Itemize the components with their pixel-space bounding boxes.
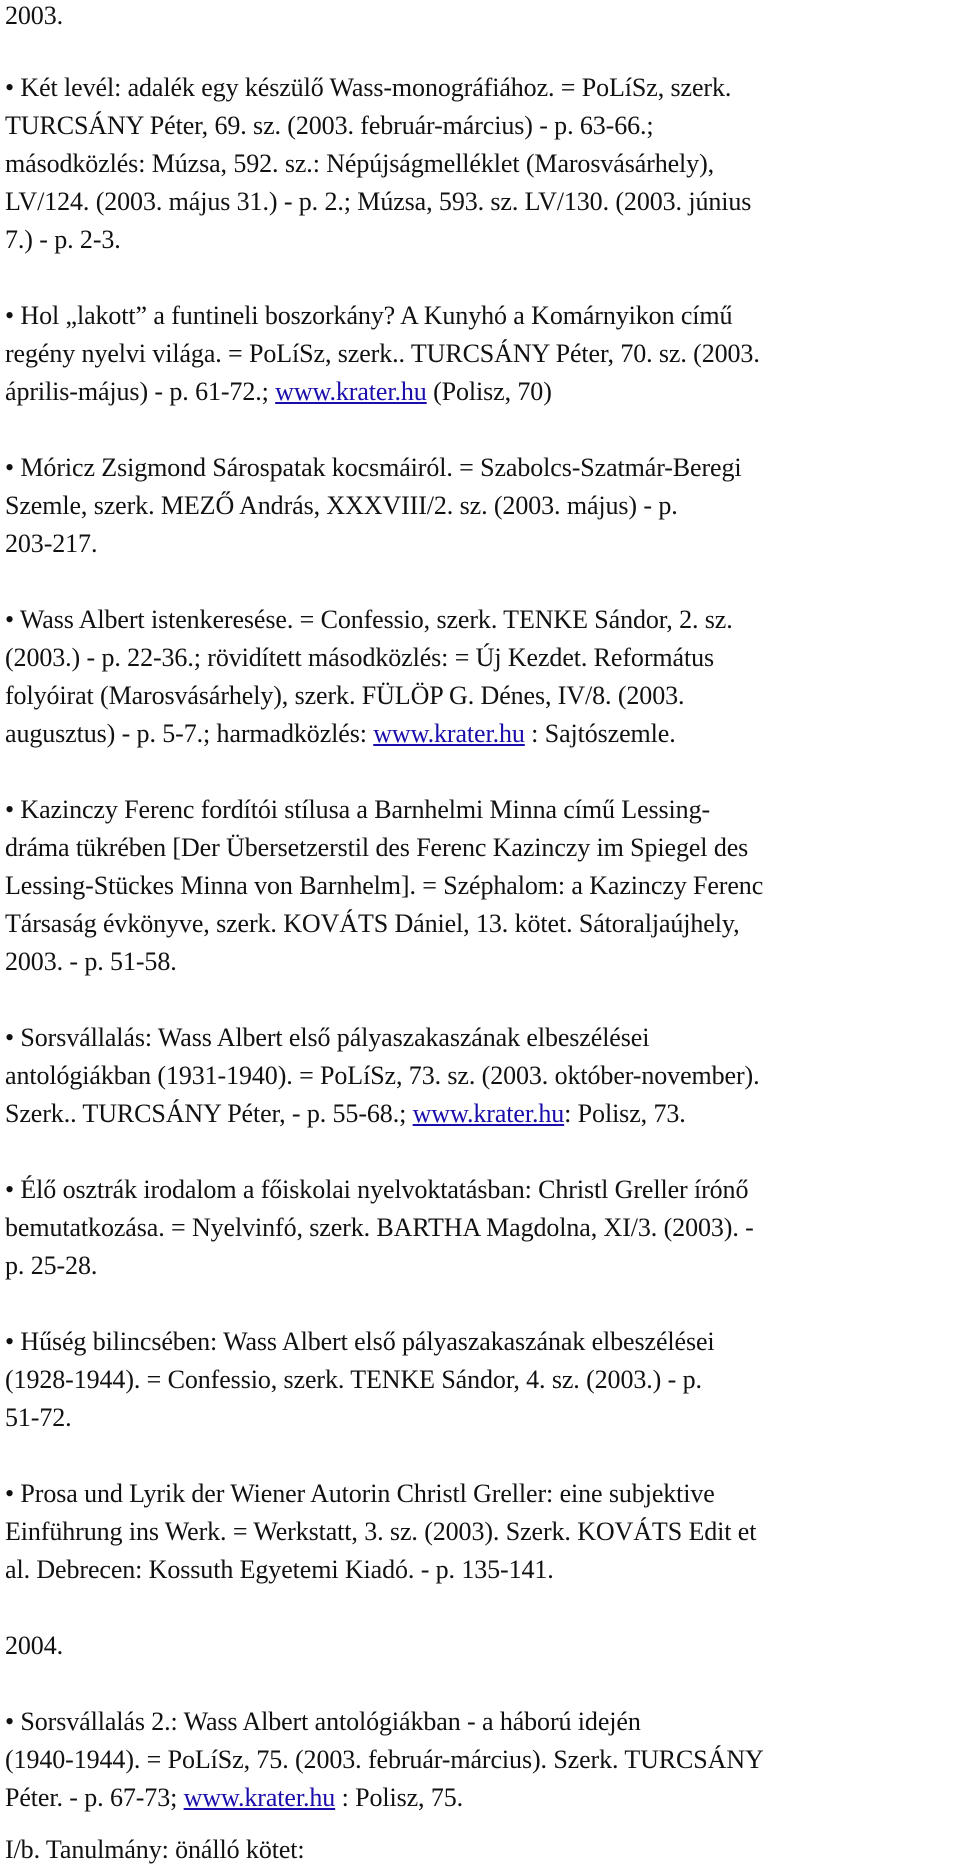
text-segment: • Sorsvállalás 2.: Wass Albert antológiákban - a háború idején bbox=[5, 1707, 641, 1736]
text-line bbox=[5, 376, 552, 408]
text-line bbox=[5, 1326, 715, 1358]
text-line bbox=[5, 72, 731, 104]
text-line bbox=[5, 1402, 72, 1434]
text-segment: Péter. - p. 67-73; bbox=[5, 1783, 184, 1812]
text-segment: • Hűség bilincsében: Wass Albert első pályaszakaszának elbeszélései bbox=[5, 1327, 715, 1356]
text-line bbox=[5, 1250, 97, 1282]
text-segment: • Móricz Zsigmond Sárospatak kocsmáiról. = Szabolcs-Szatmár-Beregi bbox=[5, 453, 742, 482]
text-segment: : Polisz, 75. bbox=[335, 1783, 464, 1812]
text-segment: regény nyelvi világa. = PoLíSz, szerk.. TURCSÁNY Péter, 70. sz. (2003. bbox=[5, 339, 760, 368]
text-segment: folyóirat (Marosvásárhely), szerk. FÜLÖP G. Dénes, IV/8. (2003. bbox=[5, 681, 685, 710]
text-line bbox=[5, 1022, 649, 1054]
text-segment: Szemle, szerk. MEZŐ András, XXXVIII/2. sz. (2003. május) - p. bbox=[5, 491, 678, 520]
text-line bbox=[5, 946, 177, 978]
text-line bbox=[5, 1782, 463, 1814]
text-segment: augusztus) - p. 5-7.; harmadközlés: bbox=[5, 719, 374, 748]
krater-link[interactable]: www.krater.hu bbox=[412, 1099, 565, 1128]
text-line bbox=[5, 452, 742, 484]
text-line bbox=[5, 718, 676, 750]
text-segment: (Polisz, 70) bbox=[426, 377, 552, 406]
text-segment: antológiákban (1931-1940). = PoLíSz, 73. sz. (2003. október-november). bbox=[5, 1061, 760, 1090]
text-segment: : Polisz, 73. bbox=[564, 1099, 686, 1128]
text-segment: másodközlés: Múzsa, 592. sz.: Népújságmelléklet (Marosvásárhely), bbox=[5, 149, 715, 178]
text-segment: Társaság évkönyve, szerk. KOVÁTS Dániel, 13. kötet. Sátoraljaújhely, bbox=[5, 909, 740, 938]
text-segment: 2004. bbox=[5, 1631, 64, 1660]
text-line bbox=[5, 224, 121, 256]
text-line bbox=[5, 490, 678, 522]
text-segment: • Két levél: adalék egy készülő Wass-monográfiához. = PoLíSz, szerk. bbox=[5, 73, 732, 102]
text-segment: (2003.) - p. 22-36.; rövidített másodközlés: = Új Kezdet. Református bbox=[5, 643, 714, 672]
text-line bbox=[5, 1174, 748, 1206]
text-segment: 2003. bbox=[5, 1, 64, 30]
text-segment: I/b. Tanulmány: önálló kötet: bbox=[5, 1835, 305, 1864]
text-segment: • Hol „lakott” a funtineli boszorkány? A Kunyhó a Komárnyikon című bbox=[5, 301, 733, 330]
text-segment: • Sorsvállalás: Wass Albert első pályaszakaszának elbeszélései bbox=[5, 1023, 650, 1052]
text-segment: • Wass Albert istenkeresése. = Confessio, szerk. TENKE Sándor, 2. sz. bbox=[5, 605, 733, 634]
text-line bbox=[5, 794, 710, 826]
text-line bbox=[5, 338, 760, 370]
text-line bbox=[5, 1098, 686, 1130]
text-line bbox=[5, 870, 763, 902]
text-line bbox=[5, 1516, 756, 1548]
text-line bbox=[5, 148, 714, 180]
text-segment: Lessing-Stückes Minna von Barnhelm]. = Széphalom: a Kazinczy Ferenc bbox=[5, 871, 764, 900]
text-line bbox=[5, 1212, 754, 1244]
text-segment: • Prosa und Lyrik der Wiener Autorin Christl Greller: eine subjektive bbox=[5, 1479, 715, 1508]
text-segment: (1928-1944). = Confessio, szerk. TENKE Sándor, 4. sz. (2003.) - p. bbox=[5, 1365, 702, 1394]
text-segment: 7.) - p. 2-3. bbox=[5, 225, 121, 254]
text-segment: 51-72. bbox=[5, 1403, 72, 1432]
text-line bbox=[5, 604, 733, 636]
text-line bbox=[5, 1478, 715, 1510]
text-line bbox=[5, 832, 748, 864]
text-line bbox=[5, 642, 714, 674]
text-line bbox=[5, 1554, 554, 1586]
text-segment: 2003. - p. 51-58. bbox=[5, 947, 177, 976]
text-line bbox=[5, 1630, 63, 1662]
text-segment: : Sajtószemle. bbox=[524, 719, 676, 748]
text-line bbox=[5, 1060, 760, 1092]
text-segment: • Kazinczy Ferenc fordítói stílusa a Barnhelmi Minna című Lessing- bbox=[5, 795, 711, 824]
text-segment: LV/124. (2003. május 31.) - p. 2.; Múzsa, 593. sz. LV/130. (2003. június bbox=[5, 187, 752, 216]
krater-link[interactable]: www.krater.hu bbox=[183, 1783, 336, 1812]
text-segment: (1940-1944). = PoLíSz, 75. (2003. február-március). Szerk. TURCSÁNY bbox=[5, 1745, 764, 1774]
text-line bbox=[5, 186, 751, 218]
text-segment: Szerk.. TURCSÁNY Péter, - p. 55-68.; bbox=[5, 1099, 413, 1128]
text-segment: TURCSÁNY Péter, 69. sz. (2003. február-március) - p. 63-66.; bbox=[5, 111, 654, 140]
text-segment: bemutatkozása. = Nyelvinfó, szerk. BARTHA Magdolna, XI/3. (2003). - bbox=[5, 1213, 754, 1242]
text-line bbox=[5, 1834, 305, 1866]
text-segment: p. 25-28. bbox=[5, 1251, 98, 1280]
text-segment: 203-217. bbox=[5, 529, 98, 558]
text-line bbox=[5, 908, 739, 940]
text-line bbox=[5, 1744, 764, 1776]
text-line bbox=[5, 1364, 702, 1396]
text-segment: al. Debrecen: Kossuth Egyetemi Kiadó. - p. 135-141. bbox=[5, 1555, 554, 1584]
text-segment: • Élő osztrák irodalom a főiskolai nyelvoktatásban: Christl Greller írónő bbox=[5, 1175, 749, 1204]
text-line bbox=[5, 300, 732, 332]
text-segment: Einführung ins Werk. = Werkstatt, 3. sz. (2003). Szerk. KOVÁTS Edit et bbox=[5, 1517, 757, 1546]
text-segment: dráma tükrében [Der Übersetzerstil des Ferenc Kazinczy im Spiegel des bbox=[5, 833, 749, 862]
text-segment: április-május) - p. 61-72.; bbox=[5, 377, 276, 406]
text-line bbox=[5, 110, 654, 142]
text-line bbox=[5, 680, 684, 712]
text-line bbox=[5, 528, 97, 560]
krater-link[interactable]: www.krater.hu bbox=[275, 377, 427, 406]
text-line bbox=[5, 0, 63, 32]
text-line bbox=[5, 1706, 641, 1738]
krater-link[interactable]: www.krater.hu bbox=[373, 719, 525, 748]
